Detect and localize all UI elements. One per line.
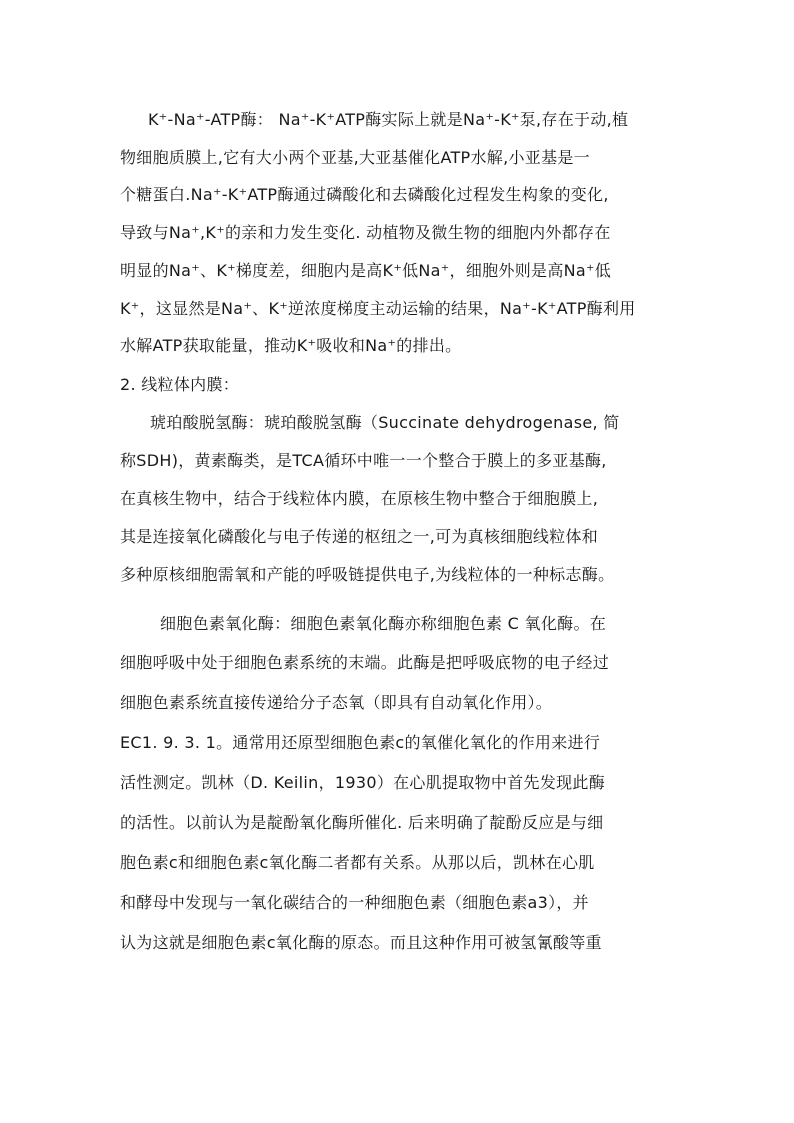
text-line: 细胞呼吸中处于细胞色素系统的末端。此酶是把呼吸底物的电子经过 (120, 653, 610, 672)
text-line: 水解ATP获取能量，推动K⁺吸收和Na⁺的排出。 (120, 336, 462, 355)
text-line: 和酵母中发现与一氧化碳结合的一种细胞色素（细胞色素a3），并 (120, 893, 589, 912)
text-line: K⁺，这显然是Na⁺、K⁺逆浓度梯度主动运输的结果，Na⁺-K⁺ATP酶利用 (120, 299, 636, 318)
text-line: 胞色素c和细胞色素c氧化酶二者都有关系。从那以后，凯林在心肌 (120, 853, 595, 872)
text-line: 多种原核细胞需氧和产能的呼吸链提供电子,为线粒体的一种标志酶。 (120, 565, 615, 584)
text-line: 导致与Na⁺,K⁺的亲和力发生变化. 动植物及微生物的细胞内外都存在 (120, 223, 611, 242)
text-line: EC1. 9. 3. 1。通常用还原型细胞色素c的氧催化氧化的作用来进行 (120, 733, 601, 752)
text-line: 明显的Na⁺、K⁺梯度差，细胞内是高K⁺低Na⁺，细胞外则是高Na⁺低 (120, 261, 612, 280)
text-line: 称SDH)，黄素酶类，是TCA循环中唯一一个整合于膜上的多亚基酶, (120, 451, 607, 470)
text-line: 物细胞质膜上,它有大小两个亚基,大亚基催化ATP水解,小亚基是一 (120, 148, 590, 167)
text-line: 的活性。以前认为是靛酚氧化酶所催化. 后来明确了靛酚反应是与细 (120, 813, 604, 832)
text-line: 琥珀酸脱氢酶：琥珀酸脱氢酶（Succinate dehydrogenase, 简 (150, 413, 620, 432)
text-line: K⁺-Na⁺-ATP酶： Na⁺-K⁺ATP酶实际上就是Na⁺-K⁺泵,存在于动,植 (148, 110, 629, 129)
text-line: 活性测定。凯林（D. Keilin，1930）在心肌提取物中首先发现此酶 (120, 773, 606, 792)
text-line: 在真核生物中，结合于线粒体内膜，在原核生物中整合于细胞膜上, (120, 489, 599, 508)
text-line: 细胞色素氧化酶：细胞色素氧化酶亦称细胞色素 C 氧化酶。在 (160, 614, 607, 633)
text-line: 认为这就是细胞色素c氧化酶的原态。而且这种作用可被氢氰酸等重 (120, 933, 602, 952)
text-line: 其是连接氧化磷酸化与电子传递的枢纽之一,可为真核细胞线粒体和 (120, 527, 599, 546)
text-line: 细胞色素系统直接传递给分子态氧（即具有自动氧化作用）。 (120, 693, 553, 712)
text-line: 个糖蛋白.Na⁺-K⁺ATP酶通过磷酸化和去磷酸化过程发生构象的变化, (120, 185, 609, 204)
section-heading-mitochondrial-inner-membrane: 2. 线粒体内膜： (120, 375, 240, 394)
